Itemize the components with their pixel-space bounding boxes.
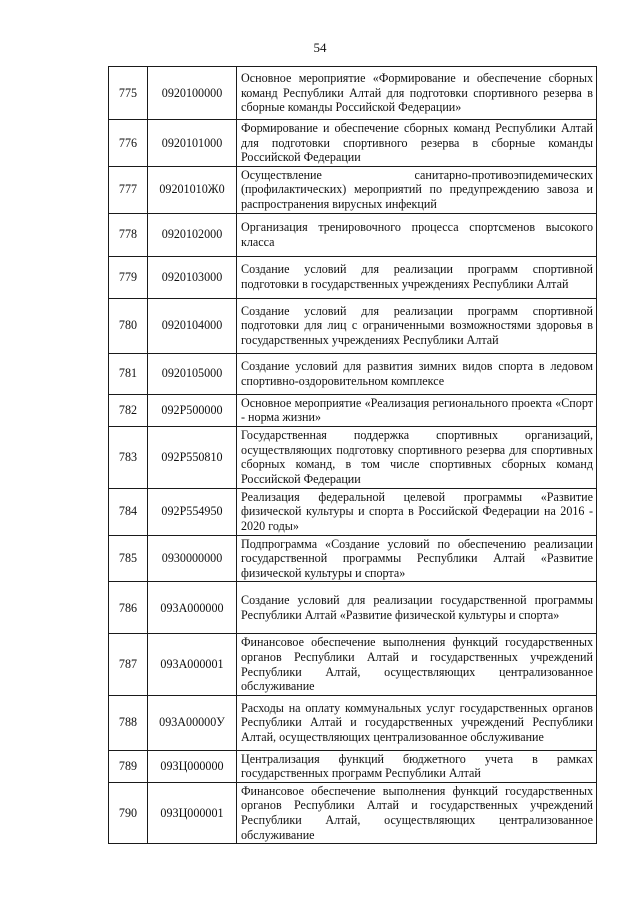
row-name: Финансовое обеспечение выполнения функций государственных органов Республики Алтай и государственных учреждений Республики Алтай, осуществляющих централизованное обслуживание	[237, 782, 597, 843]
row-number: 787	[109, 634, 148, 695]
budget-codes-table	[108, 66, 597, 844]
row-number: 789	[109, 750, 148, 782]
table-row	[109, 750, 597, 782]
row-number: 775	[109, 67, 148, 120]
row-name: Основное мероприятие «Реализация регионального проекта «Спорт - норма жизни»	[237, 394, 597, 426]
row-code: 092Р554950	[148, 488, 237, 535]
row-code: 093А000001	[148, 634, 237, 695]
page-number: 54	[313, 40, 327, 55]
table-row	[109, 166, 597, 213]
row-name: Реализация федеральной целевой программы «Развитие физической культуры и спорта в Российской Федерации на 2016 - 2020 годы»	[237, 488, 597, 535]
row-code: 0920104000	[148, 298, 237, 353]
row-number: 788	[109, 695, 148, 750]
row-code: 0920102000	[148, 213, 237, 256]
row-name: Создание условий для реализации программ спортивной подготовки для лиц с ограниченными возможностями здоровья в государственных учреждениях Республики Алтай	[237, 298, 597, 353]
table-row	[109, 353, 597, 394]
row-number: 782	[109, 394, 148, 426]
table-row	[109, 782, 597, 843]
table-row	[109, 488, 597, 535]
row-name: Основное мероприятие «Формирование и обеспечение сборных команд Республики Алтай для подготовки спортивного резерва в сборные команды Российской Федерации»	[237, 67, 597, 120]
table-row	[109, 67, 597, 120]
table-row	[109, 582, 597, 634]
table-row	[109, 634, 597, 695]
row-name: Расходы на оплату коммунальных услуг государственных органов Республики Алтай и государственных учреждений Республики Алтай, осуществляющих централизованное обслуживание	[237, 695, 597, 750]
row-number: 785	[109, 535, 148, 582]
table-row	[109, 426, 597, 488]
row-number: 779	[109, 256, 148, 298]
row-number: 776	[109, 120, 148, 167]
row-name: Подпрограмма «Создание условий по обеспечению реализации государственной программы Республики Алтай «Развитие физической культуры и спорта»	[237, 535, 597, 582]
table-row	[109, 213, 597, 256]
row-number: 790	[109, 782, 148, 843]
row-number: 781	[109, 353, 148, 394]
row-code: 09201010Ж0	[148, 166, 237, 213]
table-row	[109, 695, 597, 750]
row-code: 0920105000	[148, 353, 237, 394]
row-code: 0920101000	[148, 120, 237, 167]
row-code: 093Ц000000	[148, 750, 237, 782]
row-number: 783	[109, 426, 148, 488]
row-code: 092Р550810	[148, 426, 237, 488]
row-name: Создание условий для реализации государственной программы Республики Алтай «Развитие физической культуры и спорта»	[237, 582, 597, 634]
row-number: 784	[109, 488, 148, 535]
row-number: 777	[109, 166, 148, 213]
row-code: 093Ц000001	[148, 782, 237, 843]
row-name: Создание условий для реализации программ спортивной подготовки в государственных учреждениях Республики Алтай	[237, 256, 597, 298]
row-code: 092Р500000	[148, 394, 237, 426]
table-row	[109, 120, 597, 167]
table-row	[109, 256, 597, 298]
row-code: 0920103000	[148, 256, 237, 298]
row-number: 780	[109, 298, 148, 353]
table-row	[109, 394, 597, 426]
row-name: Организация тренировочного процесса спортсменов высокого класса	[237, 213, 597, 256]
row-name: Финансовое обеспечение выполнения функций государственных органов Республики Алтай и государственных учреждений Республики Алтай, осуществляющих централизованное обслуживание	[237, 634, 597, 695]
row-code: 093А00000У	[148, 695, 237, 750]
row-code: 0920100000	[148, 67, 237, 120]
table-row	[109, 298, 597, 353]
row-code: 093А000000	[148, 582, 237, 634]
row-number: 786	[109, 582, 148, 634]
row-name: Государственная поддержка спортивных организаций, осуществляющих подготовку спортивного резерва для спортивных сборных команд, в том числе спортивных сборных команд Российской Федерации	[237, 426, 597, 488]
row-name: Формирование и обеспечение сборных команд Республики Алтай для подготовки спортивного резерва в сборные команды Российской Федерации	[237, 120, 597, 167]
table-row	[109, 535, 597, 582]
row-code: 0930000000	[148, 535, 237, 582]
row-name: Централизация функций бюджетного учета в рамках государственных программ Республики Алтай	[237, 750, 597, 782]
row-number: 778	[109, 213, 148, 256]
row-name: Осуществление санитарно-противоэпидемических (профилактических) мероприятий по предупреждению завоза и распространения вирусных инфекций	[237, 166, 597, 213]
row-name: Создание условий для развития зимних видов спорта в ледовом спортивно-оздоровительном комплексе	[237, 353, 597, 394]
